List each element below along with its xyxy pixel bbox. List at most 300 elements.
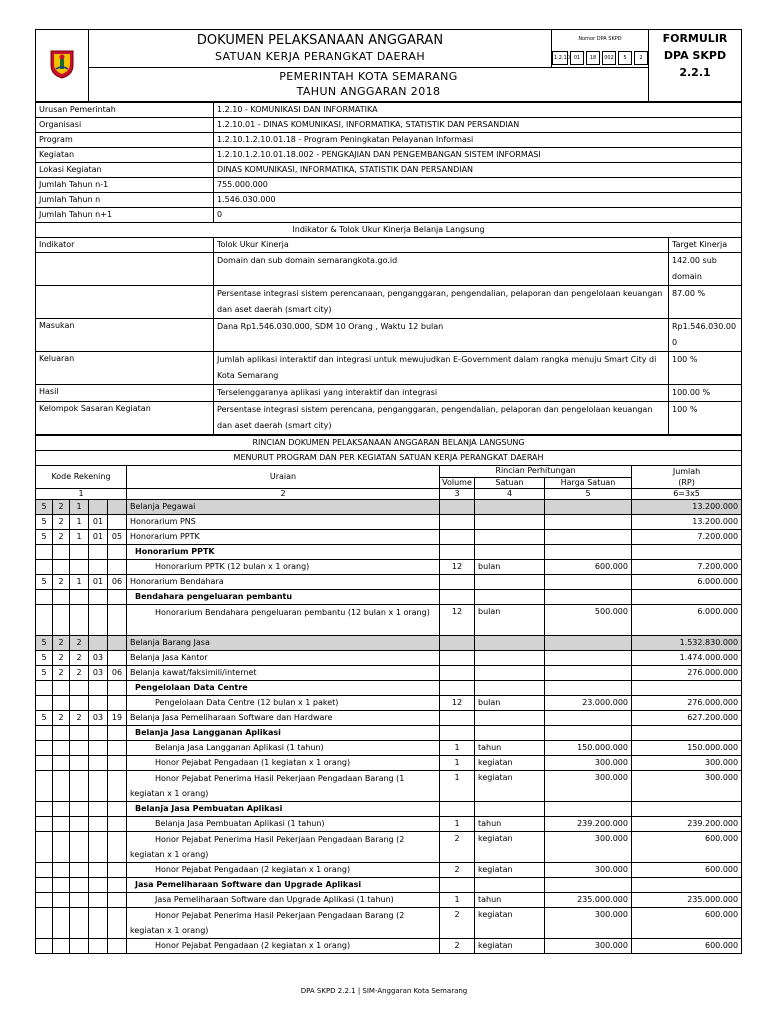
kode-cell — [89, 878, 108, 893]
satuan-cell — [475, 590, 545, 605]
kode-cell — [36, 696, 53, 711]
uraian-cell: Honorarium PPTK — [127, 545, 440, 560]
nomor-boxes — [552, 48, 648, 65]
kode-cell: 05 — [108, 530, 127, 545]
masukan-tolok: Dana Rp1.546.030.000, SDM 10 Orang , Waktu 12 bulan — [214, 319, 669, 352]
uraian-cell: Honorarium PPTK (12 bulan x 1 orang) — [127, 560, 440, 575]
kode-cell — [108, 756, 127, 771]
target-header: Target Kinerja — [669, 238, 742, 253]
volume-cell: 12 — [440, 560, 475, 575]
kode-cell — [108, 863, 127, 878]
kode-cell: 2 — [70, 636, 89, 651]
kode-cell — [70, 726, 89, 741]
kode-cell — [108, 500, 127, 515]
kode-cell — [89, 939, 108, 954]
satuan-cell — [475, 651, 545, 666]
kode-cell: 2 — [53, 500, 70, 515]
jumlah-cell: 276.000.000 — [632, 696, 742, 711]
kode-cell — [53, 771, 70, 802]
rincian-row — [36, 500, 742, 515]
masukan-row — [36, 319, 742, 352]
nomor-box: 18 — [586, 51, 600, 65]
kode-cell: 01 — [89, 575, 108, 590]
rincian-row — [36, 771, 742, 802]
target-value: 142.00 sub domain — [669, 253, 742, 286]
rincian-row — [36, 590, 742, 605]
jumlah-cell: 600.000 — [632, 908, 742, 939]
rincian-row — [36, 863, 742, 878]
info-label: Kegiatan — [36, 148, 214, 163]
kode-cell — [36, 756, 53, 771]
satuan-cell — [475, 802, 545, 817]
satuan-cell: bulan — [475, 605, 545, 636]
kode-cell — [89, 500, 108, 515]
jumlah-cell: 13.200.000 — [632, 500, 742, 515]
harga-cell — [545, 530, 632, 545]
kode-cell: 1 — [70, 515, 89, 530]
kode-cell — [36, 908, 53, 939]
volume-cell: 1 — [440, 756, 475, 771]
kode-cell — [89, 832, 108, 863]
indikator-title: Indikator & Tolok Ukur Kinerja Belanja Langsung — [36, 223, 742, 238]
kode-cell — [89, 696, 108, 711]
info-label: Jumlah Tahun n-1 — [36, 178, 214, 193]
masukan-label: Masukan — [36, 319, 214, 352]
kode-cell: 5 — [36, 651, 53, 666]
kode-cell: 2 — [53, 651, 70, 666]
harga-cell: 300.000 — [545, 863, 632, 878]
uraian-cell: Honorarium PPTK — [127, 530, 440, 545]
info-value: DINAS KOMUNIKASI, INFORMATIKA, STATISTIK DAN PERSANDIAN — [214, 163, 742, 178]
satuan-cell — [475, 711, 545, 726]
volume-cell — [440, 651, 475, 666]
rincian-row — [36, 711, 742, 726]
harga-cell: 500.000 — [545, 605, 632, 636]
rincian-row — [36, 756, 742, 771]
volume-cell: 2 — [440, 908, 475, 939]
rincian-row — [36, 817, 742, 832]
kode-cell — [70, 741, 89, 756]
keluaran-target: 100 % — [669, 352, 742, 385]
kode-cell — [89, 817, 108, 832]
harga-cell — [545, 636, 632, 651]
kode-cell — [89, 741, 108, 756]
info-value: 1.2.10.1.2.10.01.18 - Program Peningkatan Pelayanan Informasi — [214, 133, 742, 148]
jumlah-cell: 1.532.830.000 — [632, 636, 742, 651]
volume-cell — [440, 711, 475, 726]
satuan-cell: bulan — [475, 696, 545, 711]
info-row — [36, 118, 742, 133]
jumlah-cell — [632, 802, 742, 817]
kode-cell — [36, 560, 53, 575]
jumlah-cell: 6.000.000 — [632, 575, 742, 590]
jumlah-cell: 235.000.000 — [632, 893, 742, 908]
kode-cell — [36, 771, 53, 802]
satuan-cell: kegiatan — [475, 756, 545, 771]
kode-cell: 06 — [108, 666, 127, 681]
satuan-header: Satuan — [475, 477, 545, 489]
uraian-cell: Belanja kawat/faksimili/internet — [127, 666, 440, 681]
info-label: Urusan Pemerintah — [36, 103, 214, 118]
kode-cell — [53, 802, 70, 817]
rincian-title-1: RINCIAN DOKUMEN PELAKSANAAN ANGGARAN BELANJA LANGSUNG — [36, 436, 742, 451]
harga-cell — [545, 500, 632, 515]
kode-cell: 2 — [70, 651, 89, 666]
volume-cell: 1 — [440, 771, 475, 802]
harga-cell: 300.000 — [545, 771, 632, 802]
kode-cell — [36, 681, 53, 696]
kode-cell — [70, 802, 89, 817]
rincian-row — [36, 605, 742, 636]
kode-cell — [70, 878, 89, 893]
kode-cell: 06 — [108, 575, 127, 590]
title-cell — [89, 30, 552, 68]
kode-cell — [36, 832, 53, 863]
satuan-cell: tahun — [475, 893, 545, 908]
kode-cell: 1 — [70, 500, 89, 515]
harga-cell — [545, 515, 632, 530]
kode-cell — [89, 863, 108, 878]
kode-cell — [89, 726, 108, 741]
kode-cell: 2 — [53, 666, 70, 681]
kode-cell — [53, 741, 70, 756]
info-row — [36, 133, 742, 148]
nomor-cell — [552, 30, 649, 68]
capaian-row — [36, 286, 742, 319]
nomor-box: 1.2.10 — [552, 51, 568, 65]
semarang-logo-icon — [49, 49, 75, 79]
kode-cell — [108, 726, 127, 741]
kode-cell — [53, 908, 70, 939]
kode-cell — [53, 939, 70, 954]
rincian-row — [36, 893, 742, 908]
jumlah-cell: 600.000 — [632, 863, 742, 878]
kode-cell — [108, 560, 127, 575]
rincian-row — [36, 696, 742, 711]
satuan-cell — [475, 545, 545, 560]
kode-cell — [53, 878, 70, 893]
jumlah-cell: 600.000 — [632, 939, 742, 954]
kode-cell — [53, 863, 70, 878]
col-number: 2 — [127, 489, 440, 500]
nomor-label: Nomor DPA SKPD — [578, 36, 622, 42]
rincian-row — [36, 832, 742, 863]
harga-cell: 300.000 — [545, 756, 632, 771]
satuan-cell — [475, 515, 545, 530]
sasaran-label: Kelompok Sasaran Kegiatan — [36, 402, 214, 435]
volume-cell: 12 — [440, 605, 475, 636]
kode-cell — [108, 545, 127, 560]
nomor-box: 5 — [618, 51, 632, 65]
rincian-row — [36, 939, 742, 954]
volume-cell — [440, 878, 475, 893]
jumlah-cell: 600.000 — [632, 832, 742, 863]
hasil-label: Hasil — [36, 385, 214, 402]
kode-cell: 1 — [70, 530, 89, 545]
info-row — [36, 163, 742, 178]
kode-cell — [89, 908, 108, 939]
kode-cell: 2 — [53, 530, 70, 545]
harga-cell — [545, 711, 632, 726]
form-number: 2.2.1 — [679, 66, 711, 79]
nomor-box: 002 — [602, 51, 616, 65]
satuan-cell: kegiatan — [475, 863, 545, 878]
kode-cell: 2 — [53, 636, 70, 651]
kode-cell — [53, 545, 70, 560]
satuan-cell — [475, 666, 545, 681]
info-label: Program — [36, 133, 214, 148]
volume-cell: 1 — [440, 817, 475, 832]
uraian-cell: Belanja Jasa Langganan Aplikasi (1 tahun) — [127, 741, 440, 756]
info-value: 1.2.10.1.2.10.01.18.002 - PENGKAJIAN DAN PENGEMBANGAN SISTEM INFORMASI — [214, 148, 742, 163]
kode-cell — [53, 893, 70, 908]
info-row — [36, 178, 742, 193]
kode-cell — [108, 681, 127, 696]
document-subtitle: SATUAN KERJA PERANGKAT DAERAH — [214, 50, 426, 63]
info-value: 1.2.10 - KOMUNIKASI DAN INFORMATIKA — [214, 103, 742, 118]
kode-cell: 03 — [89, 711, 108, 726]
uraian-header: Uraian — [127, 466, 440, 489]
uraian-cell: Belanja Pegawai — [127, 500, 440, 515]
kode-cell: 5 — [36, 575, 53, 590]
satuan-cell — [475, 681, 545, 696]
kode-cell: 5 — [36, 711, 53, 726]
kode-cell — [89, 545, 108, 560]
kode-rekening-header: Kode Rekening — [36, 466, 127, 489]
volume-cell: 2 — [440, 832, 475, 863]
uraian-cell: Honor Pejabat Pengadaan (2 kegiatan x 1 orang) — [127, 939, 440, 954]
kode-cell — [108, 590, 127, 605]
uraian-cell: Belanja Jasa Langganan Aplikasi — [127, 726, 440, 741]
jumlah-cell — [632, 681, 742, 696]
info-row — [36, 208, 742, 223]
satuan-cell — [475, 500, 545, 515]
rincian-table — [35, 435, 742, 954]
kode-cell: 5 — [36, 666, 53, 681]
kode-cell — [53, 756, 70, 771]
kode-cell — [36, 545, 53, 560]
kode-cell — [70, 590, 89, 605]
satuan-cell — [475, 726, 545, 741]
kode-cell — [89, 893, 108, 908]
tolok-value: Domain dan sub domain semarangkota.go.id — [214, 253, 669, 286]
kode-cell — [36, 939, 53, 954]
kode-cell — [108, 817, 127, 832]
form-cell — [649, 30, 742, 102]
uraian-cell: Honor Pejabat Pengadaan (2 kegiatan x 1 orang) — [127, 863, 440, 878]
kode-cell — [70, 605, 89, 636]
kode-cell: 03 — [89, 651, 108, 666]
harga-cell: 300.000 — [545, 908, 632, 939]
jumlah-cell: 13.200.000 — [632, 515, 742, 530]
rincian-row — [36, 666, 742, 681]
rincian-row — [36, 802, 742, 817]
kode-cell — [108, 515, 127, 530]
kode-cell: 2 — [53, 515, 70, 530]
gov-name: PEMERINTAH KOTA SEMARANG — [279, 70, 458, 83]
hasil-row — [36, 385, 742, 402]
kode-cell: 19 — [108, 711, 127, 726]
kode-cell — [108, 908, 127, 939]
rincian-header-row — [36, 466, 742, 478]
budget-year: TAHUN ANGGARAN 2018 — [296, 85, 441, 98]
info-label: Lokasi Kegiatan — [36, 163, 214, 178]
kode-cell — [108, 893, 127, 908]
kode-cell — [108, 636, 127, 651]
kode-cell — [53, 605, 70, 636]
jumlah-cell: 7.200.000 — [632, 560, 742, 575]
harga-cell: 300.000 — [545, 939, 632, 954]
kode-cell — [108, 741, 127, 756]
kode-cell — [70, 863, 89, 878]
tolok-header: Tolok Ukur Kinerja — [214, 238, 669, 253]
kode-cell — [89, 681, 108, 696]
harga-cell: 235.000.000 — [545, 893, 632, 908]
info-value: 0 — [214, 208, 742, 223]
column-number-row — [36, 489, 742, 500]
kode-cell — [89, 560, 108, 575]
rincian-row — [36, 530, 742, 545]
uraian-cell: Honor Pejabat Penerima Hasil Pekerjaan Pengadaan Barang (2 kegiatan x 1 orang) — [127, 832, 440, 863]
harga-cell — [545, 878, 632, 893]
satuan-cell: tahun — [475, 741, 545, 756]
kode-cell — [108, 651, 127, 666]
info-label: Jumlah Tahun n+1 — [36, 208, 214, 223]
kode-cell: 2 — [70, 711, 89, 726]
rincian-row — [36, 560, 742, 575]
harga-cell — [545, 545, 632, 560]
uraian-cell: Pengelolaan Data Centre (12 bulan x 1 paket) — [127, 696, 440, 711]
harga-cell — [545, 651, 632, 666]
form-name: DPA SKPD — [663, 49, 727, 62]
jumlah-cell — [632, 878, 742, 893]
volume-cell — [440, 515, 475, 530]
kode-cell: 5 — [36, 530, 53, 545]
volume-cell: 1 — [440, 893, 475, 908]
uraian-cell: Belanja Barang Jasa — [127, 636, 440, 651]
harga-cell: 300.000 — [545, 832, 632, 863]
kode-cell — [70, 560, 89, 575]
satuan-cell: tahun — [475, 817, 545, 832]
kode-cell — [89, 605, 108, 636]
tolok-value: Persentase integrasi sistem perencanaan, penganggaran, pengendalian, pelaporan dan pengelolaan keuangan dan aset daerah (smart city) — [214, 286, 669, 319]
satuan-cell — [475, 636, 545, 651]
satuan-cell: kegiatan — [475, 771, 545, 802]
info-table — [35, 102, 742, 435]
kode-cell — [53, 681, 70, 696]
hasil-tolok: Terselenggaranya aplikasi yang interaktif dan integrasi — [214, 385, 669, 402]
kode-cell — [53, 832, 70, 863]
info-label: Organisasi — [36, 118, 214, 133]
indikator-empty — [36, 253, 214, 286]
kode-cell — [36, 605, 53, 636]
sasaran-tolok: Persentase integrasi sistem perencana, penganggaran, pengendalian, pelaporan dan pengelolaan keuangan dan aset daerah (smart city) — [214, 402, 669, 435]
harga-header: Harga Satuan — [545, 477, 632, 489]
kode-cell: 5 — [36, 636, 53, 651]
jumlah-cell — [632, 545, 742, 560]
volume-cell — [440, 681, 475, 696]
satuan-cell — [475, 575, 545, 590]
kode-cell — [36, 590, 53, 605]
keluaran-tolok: Jumlah aplikasi interaktif dan integrasi untuk mewujudkan E-Government dalam rangka menuju Smart City di Kota Semarang — [214, 352, 669, 385]
kode-cell: 2 — [70, 666, 89, 681]
kode-cell — [70, 939, 89, 954]
target-value: 87.00 % — [669, 286, 742, 319]
rincian-row — [36, 741, 742, 756]
kode-cell — [70, 817, 89, 832]
jumlah-cell: 300.000 — [632, 756, 742, 771]
kode-cell — [89, 802, 108, 817]
kode-cell — [89, 756, 108, 771]
dpa-document — [35, 29, 741, 954]
col-number: 3 — [440, 489, 475, 500]
kode-cell: 5 — [36, 500, 53, 515]
kode-cell: 03 — [89, 666, 108, 681]
volume-header: Volume — [440, 477, 475, 489]
col-number: 1 — [36, 489, 127, 500]
kode-cell — [108, 802, 127, 817]
volume-cell: 12 — [440, 696, 475, 711]
uraian-cell: Belanja Jasa Pemeliharaan Software dan Hardware — [127, 711, 440, 726]
volume-cell — [440, 802, 475, 817]
indikator-header: Indikator — [36, 238, 214, 253]
uraian-cell: Belanja Jasa Pembuatan Aplikasi (1 tahun) — [127, 817, 440, 832]
kode-cell — [89, 771, 108, 802]
info-value: 1.546.030.000 — [214, 193, 742, 208]
rincian-header: Rincian Perhitungan — [440, 466, 632, 478]
kode-cell — [36, 726, 53, 741]
uraian-cell: Honor Pejabat Penerima Hasil Pekerjaan Pengadaan Barang (1 kegiatan x 1 orang) — [127, 771, 440, 802]
document-title: DOKUMEN PELAKSANAAN ANGGARAN — [196, 33, 444, 48]
kode-cell — [53, 817, 70, 832]
kode-cell — [36, 863, 53, 878]
kode-cell — [36, 802, 53, 817]
col-number: 6=3x5 — [632, 489, 742, 500]
volume-cell — [440, 636, 475, 651]
jumlah-cell: 300.000 — [632, 771, 742, 802]
volume-cell — [440, 530, 475, 545]
hasil-target: 100.00 % — [669, 385, 742, 402]
kode-cell: 01 — [89, 530, 108, 545]
kode-cell — [53, 560, 70, 575]
kode-cell — [70, 696, 89, 711]
kode-cell — [53, 590, 70, 605]
harga-cell: 239.200.000 — [545, 817, 632, 832]
rincian-row — [36, 575, 742, 590]
kode-cell — [53, 696, 70, 711]
rincian-title-row — [36, 436, 742, 451]
volume-cell: 2 — [440, 939, 475, 954]
harga-cell: 150.000.000 — [545, 741, 632, 756]
harga-cell — [545, 590, 632, 605]
satuan-cell: kegiatan — [475, 832, 545, 863]
sasaran-row — [36, 402, 742, 435]
kode-cell — [70, 545, 89, 560]
satuan-cell: kegiatan — [475, 939, 545, 954]
kode-cell — [70, 908, 89, 939]
uraian-cell: Honor Pejabat Pengadaan (1 kegiatan x 1 orang) — [127, 756, 440, 771]
kode-cell — [108, 878, 127, 893]
jumlah-cell: 150.000.000 — [632, 741, 742, 756]
jumlah-cell: 239.200.000 — [632, 817, 742, 832]
capaian-row — [36, 253, 742, 286]
jumlah-header — [632, 466, 742, 489]
satuan-cell: bulan — [475, 560, 545, 575]
jumlah-cell — [632, 726, 742, 741]
rincian-row — [36, 515, 742, 530]
kode-cell — [36, 817, 53, 832]
volume-cell — [440, 726, 475, 741]
